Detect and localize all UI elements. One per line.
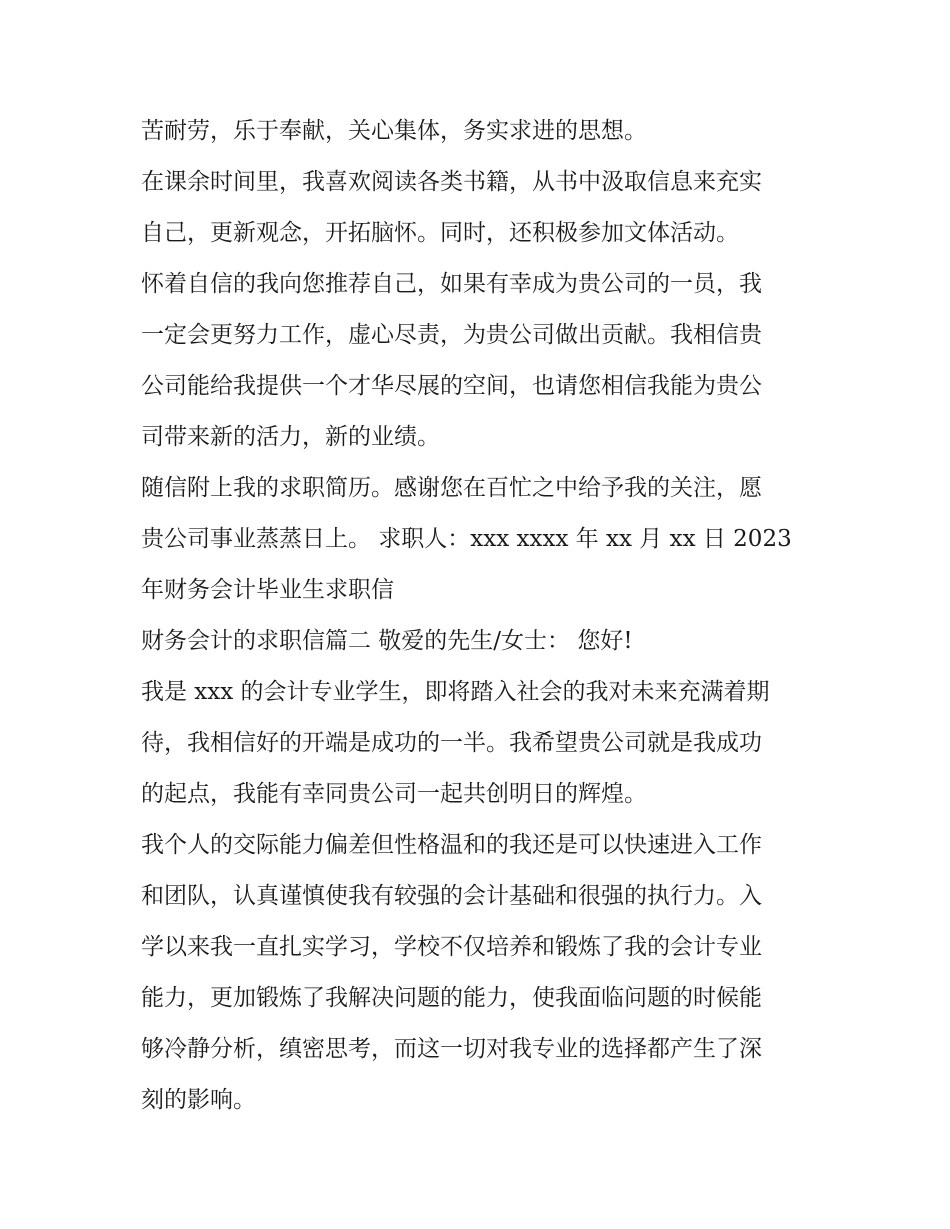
text-line: 怀着自信的我向您推荐自己，如果有幸成为贵公司的一员，我: [141, 271, 762, 297]
text-line: 年财务会计毕业生求职信: [141, 577, 394, 603]
text-line: 够冷静分析，缜密思考，而这一切对我专业的选择都产生了深: [141, 1036, 762, 1062]
text-line: 司带来新的活力，新的业绩。: [141, 424, 440, 450]
text-line: 刻的影响。: [141, 1087, 256, 1113]
text-line: 和团队，认真谨慎使我有较强的会计基础和很强的执行力。入: [141, 883, 762, 909]
text-line: 公司能给我提供一个才华尽展的空间，也请您相信我能为贵公: [141, 373, 762, 399]
text-line: 一定会更努力工作，虚心尽责，为贵公司做出贡献。我相信贵: [141, 322, 762, 348]
text-line: 我是 xxx 的会计专业学生，即将踏入社会的我对未来充满着期: [141, 679, 770, 705]
text-line: 随信附上我的求职简历。感谢您在百忙之中给予我的关注，愿: [141, 475, 762, 501]
text-line: 待，我相信好的开端是成功的一半。我希望贵公司就是我成功: [141, 730, 762, 756]
text-line: 贵公司事业蒸蒸日上。 求职人：xxx xxxx 年 xx 月 xx 日 2023: [141, 526, 792, 552]
text-line: 学以来我一直扎实学习，学校不仅培养和锻炼了我的会计专业: [141, 934, 762, 960]
text-line: 在课余时间里，我喜欢阅读各类书籍，从书中汲取信息来充实: [141, 169, 762, 195]
text-line: 我个人的交际能力偏差但性格温和的我还是可以快速进入工作: [141, 832, 762, 858]
text-line: 财务会计的求职信篇二 敬爱的先生/女士： 您好!: [141, 628, 633, 654]
letter-body: [141, 106, 821, 1126]
text-line: 自己，更新观念，开拓脑怀。同时，还积极参加文体活动。: [141, 220, 739, 246]
text-line: 能力，更加锻炼了我解决问题的能力，使我面临问题的时候能: [141, 985, 762, 1011]
text-line: 的起点，我能有幸同贵公司一起共创明日的辉煌。: [141, 781, 647, 807]
text-line: 苦耐劳，乐于奉献，关心集体，务实求进的思想。: [141, 118, 647, 144]
